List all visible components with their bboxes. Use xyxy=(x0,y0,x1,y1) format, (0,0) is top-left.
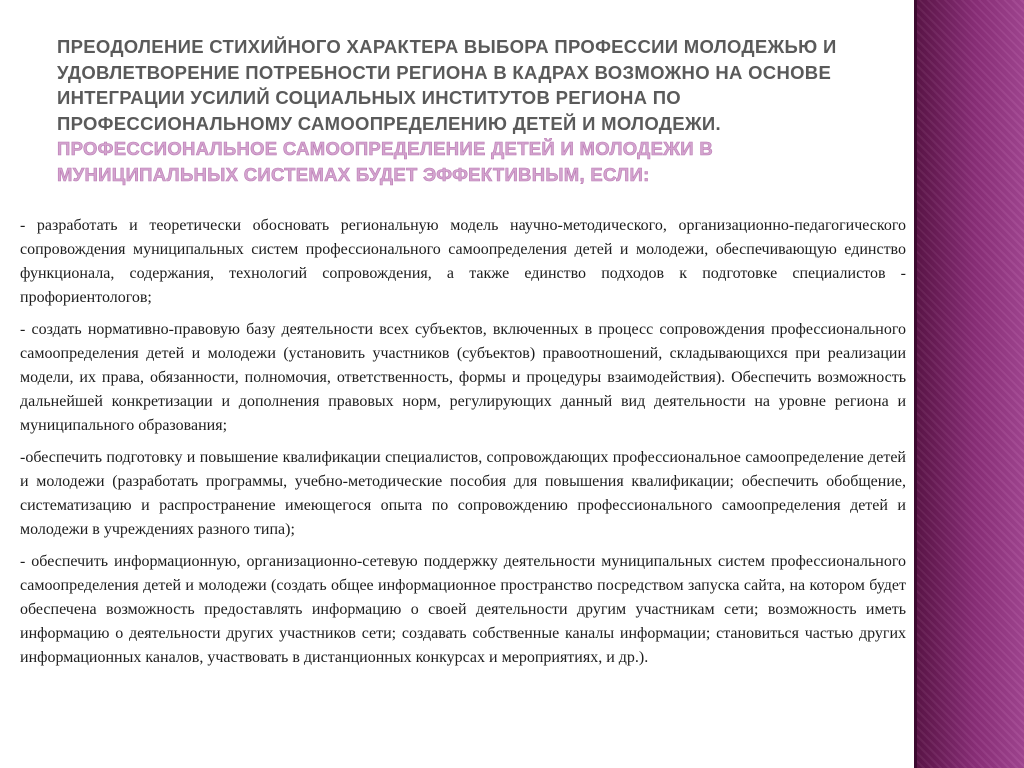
slide-title-main: ПРЕОДОЛЕНИЕ СТИХИЙНОГО ХАРАКТЕРА ВЫБОРА ПРОФЕССИИ МОЛОДЕЖЬЮ И УДОВЛЕТВОРЕНИЕ ПОТРЕБНОСТИ РЕГИОНА В КАДРАХ ВОЗМОЖНО НА ОСНОВЕ ИНТЕГРАЦИИ УСИЛИЙ СОЦИАЛЬНЫХ ИНСТИТУТОВ РЕГИОНА ПО ПРОФЕССИОНАЛЬНОМУ САМООПРЕДЕЛЕНИЮ ДЕТЕЙ И МОЛОДЕЖИ. xyxy=(57,36,837,134)
body-paragraph-2: - создать нормативно-правовую базу деятельности всех субъектов, включенных в процесс сопровождения профессионального самоопределения детей и молодежи (установить участников (субъектов) правоотношений, складывающихся при реализации модели, их права, обязанности, полномочия, ответственность, формы и процедуры взаимодействия). Обеспечить возможность дальнейшей конкретизации и дополнения правовых норм, регулирующих данный вид деятельности на уровне региона и муниципального образования; xyxy=(20,321,906,434)
slide-title xyxy=(57,34,887,187)
side-decoration-band xyxy=(914,0,1024,768)
body-paragraph-3: -обеспечить подготовку и повышение квалификации специалистов, сопровождающих профессиональное самоопределение детей и молодежи (разработать программы, учебно-методические пособия для повышения квалификации; обеспечить обобщение, систематизацию и распространение имеющегося опыта по сопровождению профессионального самоопределения детей и молодежи в учреждениях разного типа); xyxy=(20,449,906,538)
slide-body xyxy=(20,214,906,678)
body-paragraph-4: - обеспечить информационную, организационно-сетевую поддержку деятельности муниципальных систем профессионального самоопределения детей и молодежи (создать общее информационное пространство посредством запуска сайта, на котором будет обеспечена возможность предоставлять информацию о своей деятельности другим участникам сети; возможность иметь информацию о деятельности других участников сети; создавать собственные каналы информации; становиться частью других информационных каналов, участвовать в дистанционных конкурсах и мероприятиях, и др.). xyxy=(20,553,906,666)
body-paragraph-1: - разработать и теоретически обосновать региональную модель научно-методического, организационно-педагогического сопровождения муниципальных систем профессионального самоопределения детей и молодежи, обеспечивающую единство функционала, содержания, технологий сопровождения, а также единство подходов к подготовке специалистов - профориентологов; xyxy=(20,217,906,306)
slide-title-subtitle: ПРОФЕССИОНАЛЬНОЕ САМООПРЕДЕЛЕНИЕ ДЕТЕЙ И МОЛОДЕЖИ В МУНИЦИПАЛЬНЫХ СИСТЕМАХ БУДЕТ ЭФФЕКТИВНЫМ, ЕСЛИ: xyxy=(57,138,714,185)
side-band-edge xyxy=(914,0,917,768)
side-band-texture xyxy=(914,0,1024,768)
